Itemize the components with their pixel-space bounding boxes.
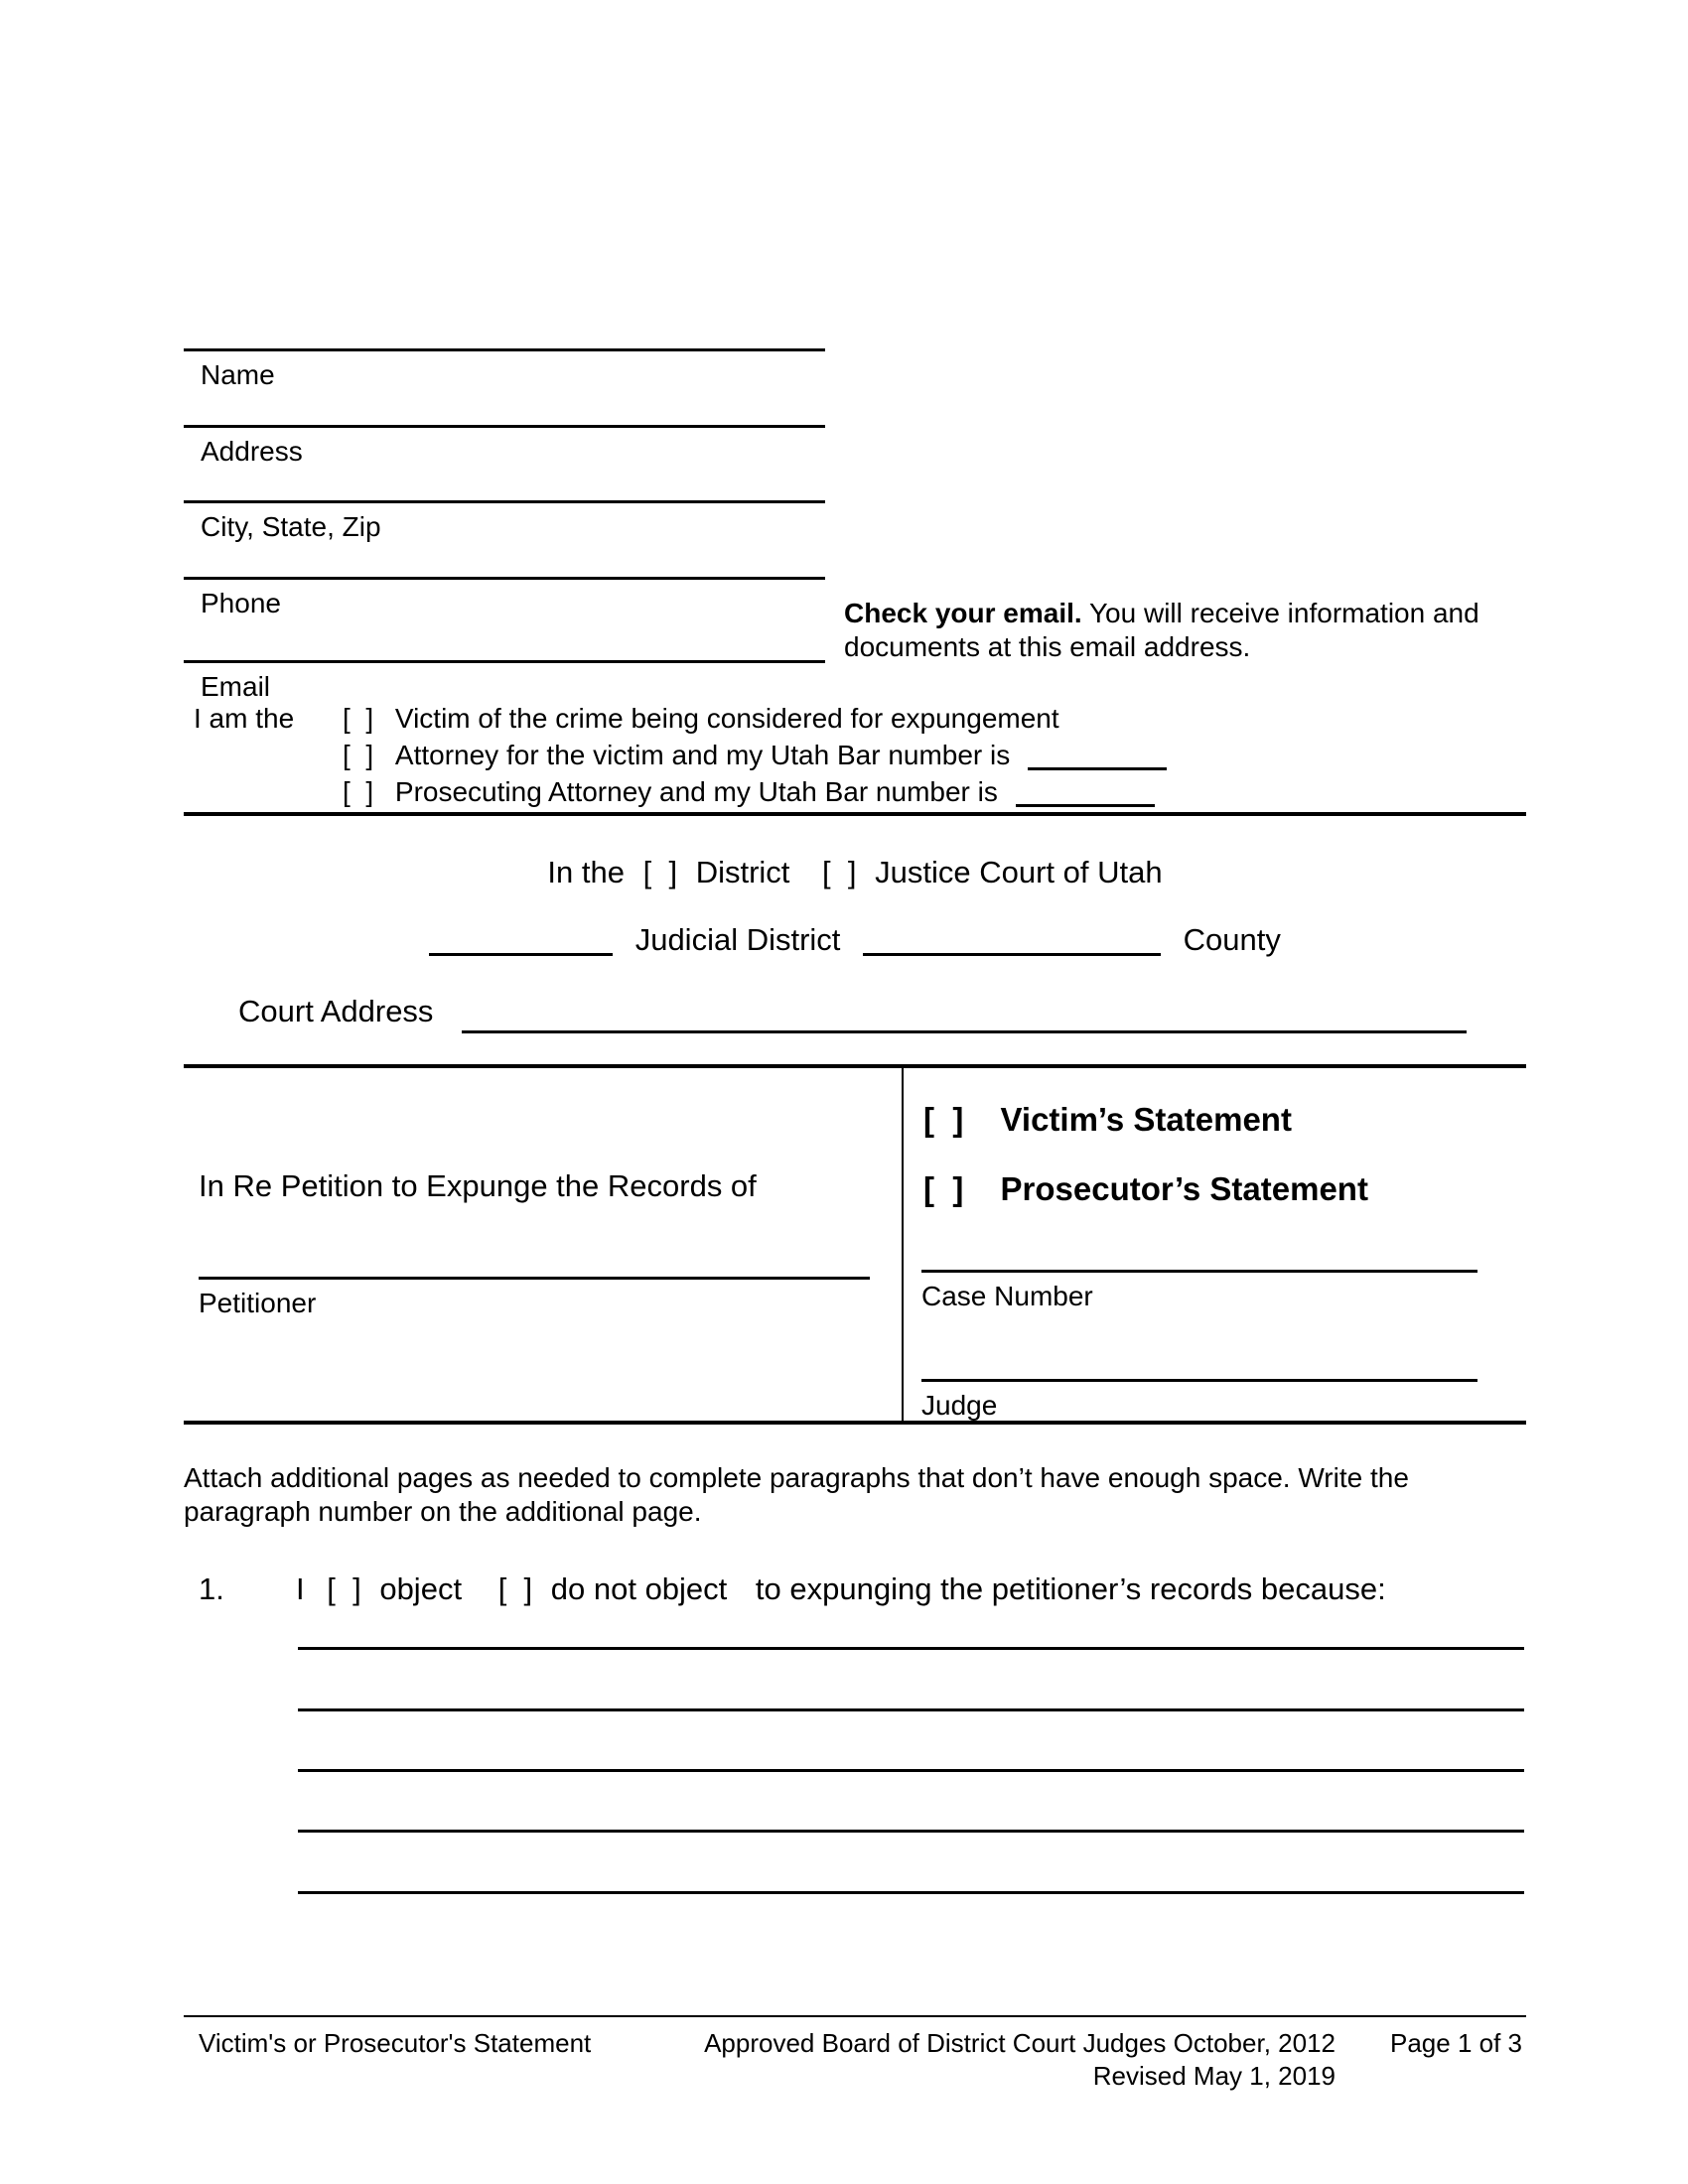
- role-option-prosecutor-label: Prosecuting Attorney and my Utah Bar number is: [394, 776, 998, 807]
- judge-label: Judge: [921, 1390, 998, 1421]
- answer-line[interactable]: [298, 1708, 1524, 1711]
- answer-line[interactable]: [298, 1830, 1524, 1833]
- name-field[interactable]: [184, 348, 825, 391]
- email-field[interactable]: [184, 660, 825, 703]
- district-court-label: District: [695, 855, 790, 889]
- city-state-zip-field[interactable]: [184, 500, 825, 543]
- footer-approval: [685, 2027, 1336, 2093]
- phone-field[interactable]: [184, 577, 825, 619]
- district-court-checkbox[interactable]: [ ]: [642, 855, 678, 889]
- answer-line[interactable]: [298, 1769, 1524, 1772]
- answer-line[interactable]: [298, 1891, 1524, 1894]
- item1-suffix: to expunging the petitioner’s records because:: [755, 1571, 1386, 1606]
- judge-blank[interactable]: [921, 1379, 1477, 1382]
- table-column-divider: [902, 1068, 904, 1421]
- object-label: object: [379, 1571, 463, 1606]
- address-field-label: Address: [201, 436, 303, 467]
- check-email-note-line2: documents at this email address.: [844, 631, 1251, 662]
- petitioner-name-blank[interactable]: [199, 1277, 870, 1280]
- check-email-note-bold: Check your email.: [844, 598, 1082, 628]
- do-not-object-checkbox[interactable]: [ ]: [497, 1571, 533, 1606]
- city-state-zip-field-label: City, State, Zip: [201, 511, 381, 542]
- role-option-victim-label: Victim of the crime being considered for expungement: [394, 703, 1059, 734]
- check-email-note: [844, 597, 1479, 664]
- judicial-district-line: [184, 921, 1526, 958]
- prosecutor-statement-checkbox[interactable]: [ ]: [923, 1170, 964, 1207]
- item1-line: [296, 1570, 1386, 1607]
- county-label: County: [1183, 922, 1281, 957]
- phone-field-label: Phone: [201, 588, 281, 618]
- footer-approval-line1: Approved Board of District Court Judges October, 2012: [704, 2028, 1336, 2058]
- footer-approval-line2: Revised May 1, 2019: [1092, 2061, 1336, 2091]
- case-number-blank[interactable]: [921, 1270, 1477, 1273]
- attach-pages-instructions: Attach additional pages as needed to complete paragraphs that don’t have enough space. Write the paragraph number on the additional page.: [184, 1462, 1409, 1527]
- prosecutor-statement-label: Prosecutor’s Statement: [1000, 1170, 1368, 1207]
- justice-court-label: Justice Court of Utah: [875, 855, 1163, 889]
- judicial-district-blank[interactable]: [429, 953, 613, 956]
- justice-court-checkbox[interactable]: [ ]: [822, 855, 857, 889]
- victim-checkbox[interactable]: [ ]: [343, 703, 374, 734]
- case-caption-table: [184, 1064, 1526, 1425]
- role-option-victim: [343, 702, 1059, 736]
- judicial-district-label: Judicial District: [634, 922, 841, 957]
- role-lead: I am the: [194, 703, 295, 734]
- victim-statement-row: [923, 1100, 1292, 1139]
- prosecutor-checkbox[interactable]: [ ]: [343, 776, 374, 807]
- footer-page-number: Page 1 of 3: [1390, 2028, 1522, 2058]
- court-address-blank[interactable]: [462, 1030, 1467, 1033]
- court-line: [184, 854, 1526, 890]
- attorney-bar-number-blank[interactable]: [1028, 767, 1167, 770]
- prosecutor-bar-number-blank[interactable]: [1016, 804, 1155, 807]
- email-field-label: Email: [201, 671, 271, 702]
- case-number-label: Case Number: [921, 1281, 1093, 1311]
- item1-number: 1.: [199, 1571, 224, 1606]
- court-line-prefix: In the: [547, 855, 625, 889]
- section-divider-rule: [184, 812, 1526, 816]
- county-blank[interactable]: [863, 953, 1161, 956]
- victim-statement-label: Victim’s Statement: [1000, 1101, 1292, 1138]
- court-address-label: Court Address: [238, 994, 434, 1028]
- item1-i: I: [296, 1571, 305, 1606]
- address-field[interactable]: [184, 425, 825, 468]
- footer-rule: [184, 2015, 1526, 2017]
- role-option-attorney: [343, 739, 1167, 772]
- answer-line[interactable]: [298, 1647, 1524, 1650]
- attorney-checkbox[interactable]: [ ]: [343, 740, 374, 770]
- role-option-prosecutor: [343, 775, 1155, 809]
- footer-form-title: Victim's or Prosecutor's Statement: [199, 2028, 592, 2058]
- prosecutor-statement-row: [923, 1169, 1368, 1208]
- victim-statement-checkbox[interactable]: [ ]: [923, 1101, 964, 1138]
- check-email-note-line1: You will receive information and: [1088, 598, 1479, 628]
- name-field-label: Name: [201, 359, 275, 390]
- role-option-attorney-label: Attorney for the victim and my Utah Bar number is: [394, 740, 1011, 770]
- petitioner-label: Petitioner: [199, 1288, 317, 1318]
- object-checkbox[interactable]: [ ]: [327, 1571, 361, 1606]
- do-not-object-label: do not object: [550, 1571, 728, 1606]
- in-re-text: In Re Petition to Expunge the Records of: [199, 1168, 757, 1203]
